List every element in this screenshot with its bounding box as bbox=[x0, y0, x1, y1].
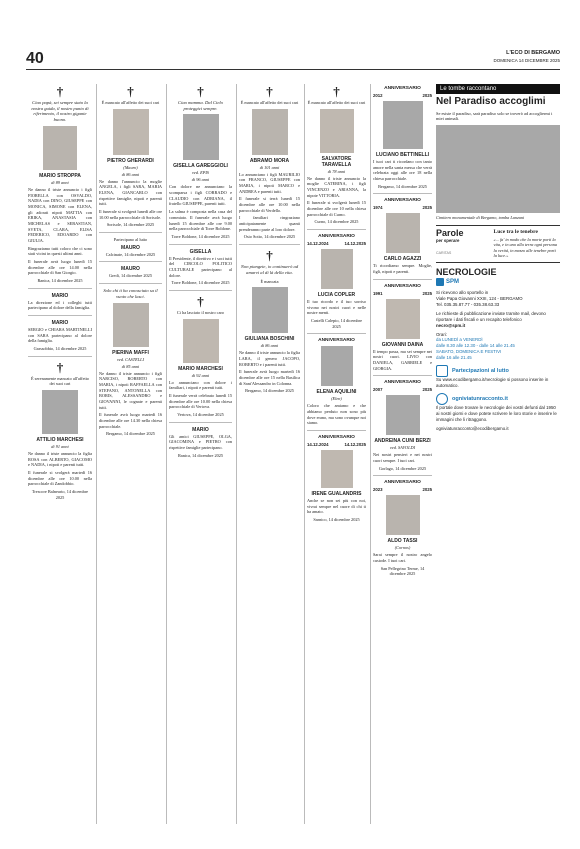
notice-text: SERGIO e CHIARA MARTINELLI con SARA partecipano al dolore della famiglia. bbox=[28, 327, 92, 344]
notice-text: Con dolore ne annunciano la scomparsa i figli CORRADO e CLAUDIO con ADRIANA, il fratello GIUSEPPE, parenti tutti. bbox=[169, 184, 232, 207]
place-date: Gredi, 14 dicembre 2025 bbox=[109, 273, 152, 279]
paper-name: L'ECO DI BERGAMO bbox=[506, 50, 560, 56]
parole-quote: «... fa' in modo che la morte porti la vita, e in uno alla terra ogni persona la veritá, in mezzo alle tenebre porti la luce.» bbox=[493, 236, 558, 259]
deceased-name: PIETRO GHERARDI bbox=[107, 157, 154, 164]
age: di 85 anni bbox=[121, 363, 140, 369]
cross-icon: † bbox=[197, 84, 204, 99]
deceased-name: MAURO bbox=[121, 266, 140, 273]
anniversary-heading: ANNIVERSARIO bbox=[384, 480, 421, 486]
page-number: 40 bbox=[26, 50, 44, 67]
place-date: Castelli Calepio, 14 dicembre 2025 bbox=[310, 318, 363, 329]
deceased-name: ABRAMO MORA bbox=[249, 157, 290, 164]
anniversary-years bbox=[373, 487, 432, 492]
phone-numbers: Tel. 035.35.87.77 - 035.38.63.33 bbox=[436, 301, 500, 307]
deceased-name: CARLO AGAZZI bbox=[383, 256, 422, 263]
column-4 bbox=[236, 84, 302, 824]
opening-hours bbox=[436, 332, 560, 362]
cross-icon: † bbox=[333, 84, 340, 99]
year-start: 14.12.2024 bbox=[307, 442, 329, 448]
deceased-name: ANDREINA CUNI BERZI bbox=[374, 438, 431, 445]
notice-text: La direzione ed i colleghi tutti partecipano al dolore della famiglia. bbox=[28, 299, 92, 311]
year-start: 2012 bbox=[373, 93, 383, 98]
portrait-photo bbox=[113, 303, 149, 347]
parole-subtitle: per sperare bbox=[436, 237, 460, 243]
hours-line: SABATO, DOMENICA E FESTIVI bbox=[436, 349, 502, 355]
anniversary-years bbox=[307, 241, 366, 246]
notice-text: Ti ricordiamo sempre. Moglie, figli, nipoti e parenti. bbox=[373, 263, 432, 275]
notice-text: Lo annunciano i figli MAURILIO con FRANCO, GIUSEPPE con MARIA, i nipoti MARCO e ANDREA e parenti tutti. bbox=[239, 171, 300, 194]
section-bar: Le tombe raccontano bbox=[436, 84, 560, 94]
portrait-photo bbox=[383, 101, 423, 149]
portrait-photo bbox=[183, 114, 219, 160]
anniversary-heading: ANNIVERSARIO bbox=[318, 234, 355, 240]
partecipazioni-text[interactable]: Su www.ecodibergamo.it/necrologie si possono inserire in automatico. bbox=[436, 377, 549, 389]
anniversary-heading: ANNIVERSARIO bbox=[318, 435, 355, 441]
tomb-photo bbox=[436, 125, 560, 213]
pen-icon bbox=[436, 393, 448, 405]
cross-icon: † bbox=[56, 359, 64, 375]
deceased-name: SALVATORE TARAVELLA bbox=[321, 155, 352, 168]
divider bbox=[373, 279, 432, 280]
place-date: Torre Boldone, 14 dicembre 2025 bbox=[171, 233, 230, 239]
notice-intro: Partecipano al lutto bbox=[113, 237, 148, 243]
cross-icon: † bbox=[266, 84, 273, 99]
deceased-name: ATTILIO MARCHESI bbox=[36, 437, 84, 444]
portrait-photo bbox=[252, 287, 288, 333]
portrait-photo bbox=[386, 395, 420, 435]
place-date: Trescore Balneario, 14 dicembre 2025 bbox=[31, 489, 89, 500]
place-date: Calcinate, 14 dicembre 2025 bbox=[105, 251, 156, 257]
quote: Ciao papà, sei sempre stato la nostra guida, il nostro punto di riferimento, il nostro gigante buono. bbox=[31, 100, 89, 123]
divider bbox=[28, 315, 92, 316]
place-date: Bergamo, 14 dicembre 2025 bbox=[378, 183, 427, 189]
divider bbox=[99, 261, 162, 262]
deceased-name: IRENE GUALANDRIS bbox=[311, 491, 362, 498]
notice-text: I familiari ringraziano anticipatamente quanti prenderanno parte al loro dolore. bbox=[239, 215, 300, 232]
masthead bbox=[26, 50, 560, 70]
married-name: ved. EPIS bbox=[192, 170, 209, 176]
deceased-name: GIULIANA BOSCHINI bbox=[244, 336, 295, 343]
notice-text: Anche se non sei più con noi, vivrai sempre nel cuore di chi ti ha amato. bbox=[307, 498, 366, 515]
deceased-name: MARIO bbox=[51, 292, 69, 299]
notice-intro: È mancato all'affetto dei suoi cari bbox=[101, 100, 160, 105]
deceased-name: MARIO bbox=[192, 426, 209, 433]
notice-text: Coloro che amiamo e che abbiamo perduto non sono più dove erano, ma sono ovunque noi siamo. bbox=[307, 403, 366, 426]
place-date: Gorlago, 14 dicembre 2025 bbox=[378, 465, 427, 471]
notice-text: Il funerale si svolgerà martedì 16 dicembre alle ore 10.00 nella parrocchiale di Zandobbio. bbox=[28, 470, 92, 487]
notice-intro: È mancata bbox=[260, 278, 279, 284]
notice-text: Nei nostri pensieri e nei nostri cuori sempre. I tuoi cari. bbox=[373, 452, 432, 464]
epitaph-text: Se esiste il paradiso, sarà paradiso solo se troverò ad accogliermi i miei animali. bbox=[436, 110, 553, 122]
year-start: 2007 bbox=[373, 387, 383, 393]
deceased-name: MARIO STROPPA bbox=[39, 172, 81, 179]
notice-text: Il Presidente, il direttivo e i soci tutti del CIRCOLO POLITICO CULTURALE partecipano al dolore. bbox=[169, 255, 233, 278]
portrait-photo bbox=[183, 319, 219, 363]
ogni-row bbox=[436, 393, 560, 405]
divider bbox=[373, 193, 432, 194]
cross-icon: † bbox=[266, 248, 273, 264]
caritas-logo: CARITAS bbox=[436, 250, 452, 255]
year-end: 2025 bbox=[422, 205, 432, 211]
place-date: Vertova, 14 dicembre 2025 bbox=[177, 411, 224, 417]
place-date: Bergamo, 14 dicembre 2025 bbox=[106, 431, 155, 437]
portrait-photo bbox=[321, 450, 353, 488]
place-date: Sarnico, 14 dicembre 2025 bbox=[313, 517, 360, 523]
place-date: Sorisole, 14 dicembre 2025 bbox=[106, 222, 155, 228]
notice-text: Il funerale avrà luogo martedì 16 dicembre alle ore 14.30 nella chiesa parrocchiale. bbox=[99, 412, 162, 429]
place-date: Bergamo, 14 dicembre 2025 bbox=[245, 388, 294, 394]
cross-icon: † bbox=[197, 293, 204, 309]
photo-caption: Cimitero monumentale di Bergamo, tomba Lanzani bbox=[436, 214, 525, 220]
hours-line: dalle 8.30 alle 12.30 - dalle 14 alle 21.45 bbox=[436, 343, 515, 349]
anniversary-years bbox=[373, 93, 432, 98]
partecipazioni-row bbox=[436, 365, 560, 377]
age: di 78 anni bbox=[327, 168, 346, 174]
column-1 bbox=[26, 84, 94, 824]
deceased-name: MAURO bbox=[121, 244, 140, 251]
divider bbox=[307, 430, 366, 431]
partecipazioni-title: Partecipazioni al lutto bbox=[452, 368, 509, 375]
hours-line: da LUNEDÌ a VENERDÌ bbox=[436, 337, 483, 343]
year-start: 14.12.2024 bbox=[307, 241, 329, 247]
divider bbox=[169, 422, 232, 423]
necrologie-title: NECROLOGIE bbox=[436, 266, 497, 277]
ogni-title[interactable]: ogniviatunracconto.it bbox=[452, 396, 508, 403]
divider bbox=[239, 244, 300, 245]
section-title: Nel Paradiso accoglimi bbox=[436, 96, 546, 107]
divider bbox=[28, 356, 92, 357]
info-line: Le richieste di pubblicazione inviate tramite mail, devono riportare i dati fiscali e un recapito telefonico bbox=[436, 310, 546, 322]
cross-icon: † bbox=[127, 84, 134, 99]
portrait-photo bbox=[386, 213, 420, 253]
deceased-name: ELENA AQUILINI bbox=[316, 389, 357, 396]
column-6 bbox=[370, 84, 434, 824]
notice-text: Ne danno il triste annuncio la figlia ROSA con ALBERTO, GIACOMO e NADIA, i nipoti e parenti tutti. bbox=[28, 451, 92, 468]
quote: Ciao mamma. Dal Cielo proteggici sempre. bbox=[178, 100, 223, 111]
column-2 bbox=[96, 84, 164, 824]
hours-line: dalle 16 alle 21.45 bbox=[436, 355, 472, 361]
notice-intro: È mancato all'affetto dei suoi cari bbox=[307, 100, 366, 105]
notice-text: Il funerale si svolgerà lunedì alle ore 10.00 nella parrocchiale di Sorisole. bbox=[99, 209, 162, 220]
place-date: Ranica, 14 dicembre 2025 bbox=[37, 278, 83, 284]
issue-date: DOMENICA 14 DICEMBRE 2025 bbox=[493, 58, 560, 63]
year-start: 2023 bbox=[373, 487, 383, 493]
age: di 92 anni bbox=[191, 372, 210, 378]
anniversary-years bbox=[373, 291, 432, 296]
divider bbox=[28, 288, 92, 289]
parole-title: Parole bbox=[436, 227, 464, 238]
notice-text: Gli amici GIUSEPPE, OLGA, GIACOMINA e PIETRO con rispettive famiglie partecipano. bbox=[169, 433, 232, 450]
portrait-photo bbox=[113, 109, 149, 155]
info-line: Viale Papa Giovanni XXIII, 124 - BERGAMO bbox=[436, 295, 523, 301]
notice-text: Ne danno il triste annuncio i figli NARCISO, ROBERTO con MARIA, i nipoti RAFFAELLA con STEFANO, ANTONELLA con BORIS, ALESSANDRO e GIOVANNI, le cognate e parenti tutti. bbox=[99, 370, 162, 410]
age: di 101 anni bbox=[259, 164, 280, 170]
notice-text: I tuoi cari ti ricordano con tanto amore nella santa messa che verrà celebrata oggi alle ore 18 nella chiesa parrocchiale. bbox=[373, 159, 432, 182]
deceased-name: MARIO bbox=[51, 320, 69, 327]
email-info bbox=[436, 311, 560, 329]
divider bbox=[169, 290, 232, 291]
ogni-text: Il portale dove trovare le necrologie dei vostri defunti dal 1950 ai nostri giorni e dove potete scrivere le loro storie e inserire le immagini che li ritraggono. bbox=[436, 405, 557, 422]
spm-wordmark: SPM bbox=[446, 278, 460, 285]
nickname: (Cornos) bbox=[394, 545, 411, 551]
year-end: 14.12.2025 bbox=[344, 241, 366, 247]
year-end: 14.12.2025 bbox=[344, 442, 366, 448]
notice-text: Il tempo passa, ma sei sempre nei nostri cuori. LIVIO con DANIELA, GABRIELE e GIORGIA. bbox=[373, 348, 432, 371]
divider bbox=[373, 375, 432, 376]
notice-text: Sarai sempre il nostro angelo custode. I tuoi cari. bbox=[373, 552, 432, 564]
notice-text: Il funerale verrà celebrato lunedì 15 dicembre alle ore 10.00 nella chiesa parrocchiale di Vertova. bbox=[169, 392, 232, 410]
info-line: Si ricevono allo sportello in bbox=[436, 289, 489, 295]
notice-intro: È serenamente mancato all'affetto dei suoi cari bbox=[30, 375, 90, 387]
notice-text: Ne danno il triste annuncio la figlia LARA, il genero JACOPO, ROBERTO e i parenti tutti. bbox=[239, 350, 300, 367]
age: di 86 anni bbox=[121, 171, 140, 177]
notice-text: Il funerale si terrà lunedì 15 dicembre alle ore 10.00 nella parrocchiale di Verdello. bbox=[239, 196, 300, 213]
place-date: Ranica, 14 dicembre 2025 bbox=[177, 452, 224, 458]
hands-icon bbox=[436, 365, 448, 377]
notice-text: Ne danno il triste annuncio i figli FIORELLA con OSVALDO, NADIA con DINO, GIUSEPPE con MONICA, SIMONE con ELENA, gli adorati nipoti MATTIA con ERIKA, ANASTASIA con MICHELAS e SEBASTIAN, SVETA, CLARA, ELISA FEDERICO, EDOARDO con GIULIA. bbox=[28, 186, 92, 243]
age: di 96 anni bbox=[191, 177, 210, 183]
quote: Solo chi ti ha conosciuto sa il vuoto che lasci. bbox=[103, 288, 158, 299]
portrait-photo bbox=[321, 249, 353, 289]
anniversary-heading: ANNIVERSARIO bbox=[384, 380, 421, 386]
age: di 91 anni bbox=[51, 444, 69, 450]
ogni-email[interactable]: ogniviatunracconto@ecodibergamo.it bbox=[436, 425, 509, 431]
married-name: ved. SAVOLDI bbox=[389, 445, 416, 451]
divider bbox=[307, 333, 366, 334]
notice-text: Il funerale avrà luogo martedì 16 dicembre alle ore 15 nella Basilica di Sant'Alessandro in Colonna. bbox=[239, 369, 300, 386]
parole-box bbox=[436, 225, 560, 263]
anniversary-heading: ANNIVERSARIO bbox=[384, 198, 421, 204]
married-name: ved. CASTELLI bbox=[117, 356, 144, 362]
place-date: Osio Sotto, 14 dicembre 2025 bbox=[243, 234, 296, 240]
column-3 bbox=[166, 84, 234, 824]
year-start: 1974 bbox=[373, 205, 383, 211]
divider bbox=[99, 232, 162, 233]
divider bbox=[373, 475, 432, 476]
place-date: San Pellegrino Terme, 14 dicembre 2025 bbox=[380, 565, 425, 577]
anniversary-heading: ANNIVERSARIO bbox=[318, 338, 355, 344]
deceased-name: LUCIANO BETTINELLI bbox=[375, 152, 430, 158]
info-sidebar bbox=[436, 84, 560, 824]
deceased-name: GIOVANNI DAINA bbox=[381, 341, 424, 348]
portrait-photo bbox=[386, 495, 420, 535]
deceased-name: MARIO MARCHESI bbox=[178, 365, 223, 372]
anniversary-years bbox=[373, 387, 432, 392]
notice-text: Ne danno l'annuncio la moglie ANGELA, i figli SARA, MARIA ELENA, GIANCARLO con rispettive famiglie, nipoti e parenti tutti. bbox=[99, 178, 162, 207]
deceased-name: LUCIA COPLER bbox=[317, 292, 356, 299]
notice-text: Ringraziamo tutti coloro che ci sono stati vicini in questi ultimi anni. bbox=[28, 245, 92, 257]
year-end: 2025 bbox=[422, 93, 432, 98]
nickname: (Mauro) bbox=[123, 164, 138, 170]
contact-info bbox=[436, 290, 560, 308]
notice-intro: Ci ha lasciato il nostro caro bbox=[176, 309, 225, 315]
email-link[interactable]: necro@spm.it bbox=[436, 322, 466, 328]
divider bbox=[307, 229, 366, 230]
notice-text: Il funerale si svolgerà lunedì 15 dicembre alle ore 10 nella chiesa parrocchiale di Curno. bbox=[307, 200, 366, 217]
notice-intro: È mancato all'affetto dei suoi cari bbox=[240, 100, 299, 105]
quote: Non piangete, io continuerò ad amarvi al di là della vita. bbox=[240, 264, 299, 275]
spm-logo-icon bbox=[436, 278, 444, 286]
portrait-photo bbox=[321, 346, 353, 386]
notice-text: Il tuo ricordo e il tuo sorriso vivono nei nostri cuori e nelle nostre menti. bbox=[307, 299, 366, 316]
cross-icon: † bbox=[56, 84, 64, 99]
portrait-photo bbox=[320, 109, 354, 153]
age: di 89 anni bbox=[51, 179, 69, 185]
deceased-name: ALDO TASSI bbox=[387, 538, 418, 545]
deceased-name: GISELLA GAREGGIOLI bbox=[173, 163, 228, 170]
nickname: (Elen) bbox=[331, 396, 342, 402]
notice-text: Ne danno il triste annuncio la moglie CATERINA, i figli VINCENZO e ARIANNA, la nipote VITTORIA. bbox=[307, 175, 366, 198]
deceased-name: PIERINA MAFFI bbox=[112, 349, 149, 356]
portrait-photo bbox=[42, 390, 78, 434]
portrait-photo bbox=[386, 299, 420, 339]
year-end: 2025 bbox=[422, 387, 432, 393]
notice-text: Il funerale avrà luogo lunedì 15 dicembre alle ore 14.00 nella parrocchiale di San Giorgio. bbox=[28, 259, 92, 276]
place-date: Torre Boldone, 14 dicembre 2025 bbox=[171, 280, 230, 286]
spm-logo bbox=[436, 278, 560, 286]
anniversary-years bbox=[307, 442, 366, 447]
divider bbox=[169, 244, 232, 245]
notice-text: La salma è composta nella casa del commiato. Il funerale avrà luogo lunedì 15 dicembre alle ore 9.00 nella parrocchiale di Torre Boldone. bbox=[169, 209, 232, 232]
portrait-photo bbox=[43, 126, 77, 170]
hours-label: Orari: bbox=[436, 331, 447, 337]
column-5 bbox=[304, 84, 368, 824]
parole-heading: Luce tra le tenebre bbox=[493, 228, 538, 235]
place-date: Grassobbio, 14 dicembre 2025 bbox=[33, 346, 87, 352]
anniversary-heading: ANNIVERSARIO bbox=[384, 86, 421, 91]
divider bbox=[99, 283, 162, 284]
year-end: 2025 bbox=[422, 487, 432, 493]
year-end: 2025 bbox=[422, 290, 432, 296]
anniversary-heading: ANNIVERSARIO bbox=[384, 283, 421, 289]
year-start: 1991 bbox=[373, 290, 383, 296]
place-date: Curno, 14 dicembre 2025 bbox=[314, 219, 359, 225]
anniversary-years bbox=[373, 205, 432, 210]
portrait-photo bbox=[252, 109, 288, 155]
age: di 86 anni bbox=[260, 343, 279, 349]
deceased-name: GISELLA bbox=[189, 248, 212, 255]
notice-text: Lo annunciano con dolore i familiari, i nipoti e parenti tutti. bbox=[169, 379, 232, 391]
